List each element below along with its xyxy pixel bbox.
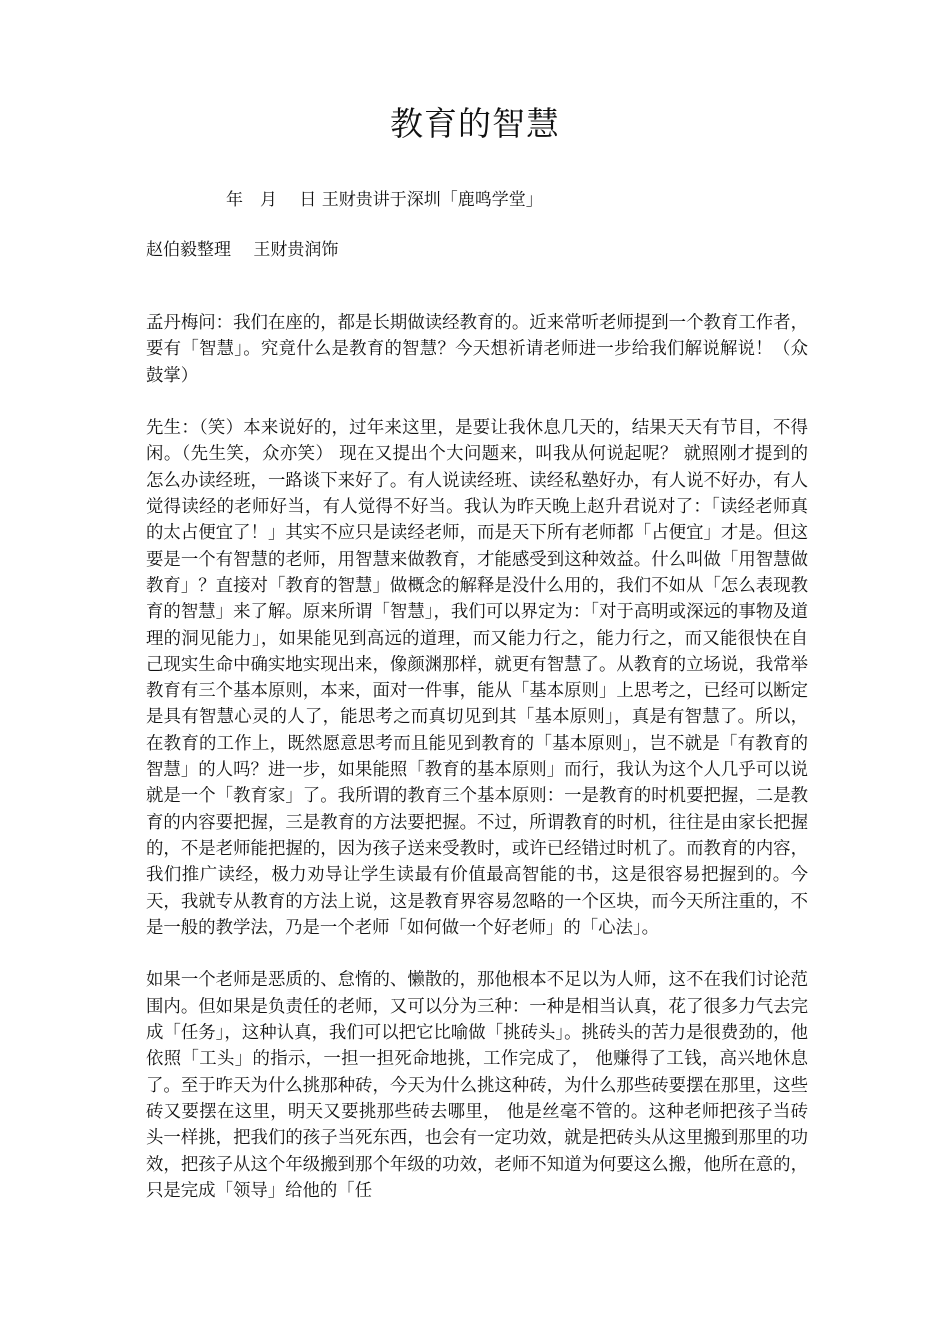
paragraph-teachers: 如果一个老师是恶质的、怠惰的、懒散的，那他根本不足以为人师，这不在我们讨论范围内。但如果是负责任的老师，又可以分为三种：一种是相当认真，花了很多力气去完成「任务」，这种认真，我们可以把它比喻做「挑砖头」。挑砖头的苦力是很费劲的，他依照「工头」的指示，一担一担死命地挑，工作完成了， 他赚得了工钱，高兴地休息了。至于昨天为什么挑那种砖，今天为什么挑这种砖，为什么那些砖要摆在那里，这些砖又要摆在这里，明天又要挑那些砖去哪里， 他是丝毫不管的。这种老师把孩子当砖头一样挑，把我们的孩子当死东西，也会有一定功效，就是把砖头从这里搬到那里的功效，把孩子从这个年级搬到那个年级的功效，老师不知道为何要这么搬，他所在意的，只是完成「领导」给他的「任 — [146, 970, 808, 1201]
paragraph-question: 孟丹梅问：我们在座的，都是长期做读经教育的。近来常听老师提到一个教育工作者，要有「智慧」。究竟什么是教育的智慧？今天想祈请老师进一步给我们解说解说！（众鼓掌） — [146, 313, 808, 386]
paragraph-answer: 先生：（笑）本来说好的，过年来这里，是要让我休息几天的，结果天天有节目，不得闲。（先生笑，众亦笑） 现在又提出个大问题来，叫我从何说起呢？ 就照刚才提到的怎么办读经班，一路谈下来好了。有人说读经班、读经私塾好办，有人说不好办，有人觉得读经的老师好当，有人觉得不好当。我认为昨天晚上赵升君说对了：「读经老师真的太占便宜了！」其实不应只是读经老师，而是天下所有老师都「占便宜」才是。但这要是一个有智慧的老师，用智慧来做教育，才能感受到这种效益。什么叫做「用智慧做教育」？直接对「教育的智慧」做概念的解释是没什么用的，我们不如从「怎么表现教育的智慧」来了解。原来所谓「智慧」，我们可以界定为：「对于高明或深远的事物及道理的洞见能力」，如果能见到高远的道理，而又能力行之，能力行之，而又能很快在自己现实生命中确实地实现出来，像颜渊那样，就更有智慧了。从教育的立场说，我常举教育有三个基本原则，本来，面对一件事，能从「基本原则」上思考之，已经可以断定是具有智慧心灵的人了，能思考之而真切见到其「基本原则」，真是有智慧了。所以，在教育的工作上，既然愿意思考而且能见到教育的「基本原则」，岂不就是「有教育的智慧」的人吗？进一步，如果能照「教育的基本原则」而行，我认为这个人几乎可以说就是一个「教育家」了。我所谓的教育三个基本原则：一是教育的时机要把握，二是教育的内容要把握，三是教育的方法要把握。不过，所谓教育的时机，往往是由家长把握的，不是老师能把握的，因为孩子送来受教时，或许已经错过时机了。而教育的内容，我们推广读经，极力劝导让学生读最有价值最高智能的书，这是很容易把握到的。今天，我就专从教育的方法上说，这是教育界容易忽略的一个区块，而今天所注重的，不是一般的教学法，乃是一个老师「如何做一个好老师」的「心法」。 — [146, 418, 808, 938]
document-body — [146, 310, 808, 1230]
document-title: 教育的智慧 — [390, 104, 560, 143]
dateline: 年 月 日 王财贵讲于深圳「鹿鸣学堂」 — [226, 190, 543, 210]
editors-credit: 赵伯毅整理 王财贵润饰 — [146, 240, 339, 260]
